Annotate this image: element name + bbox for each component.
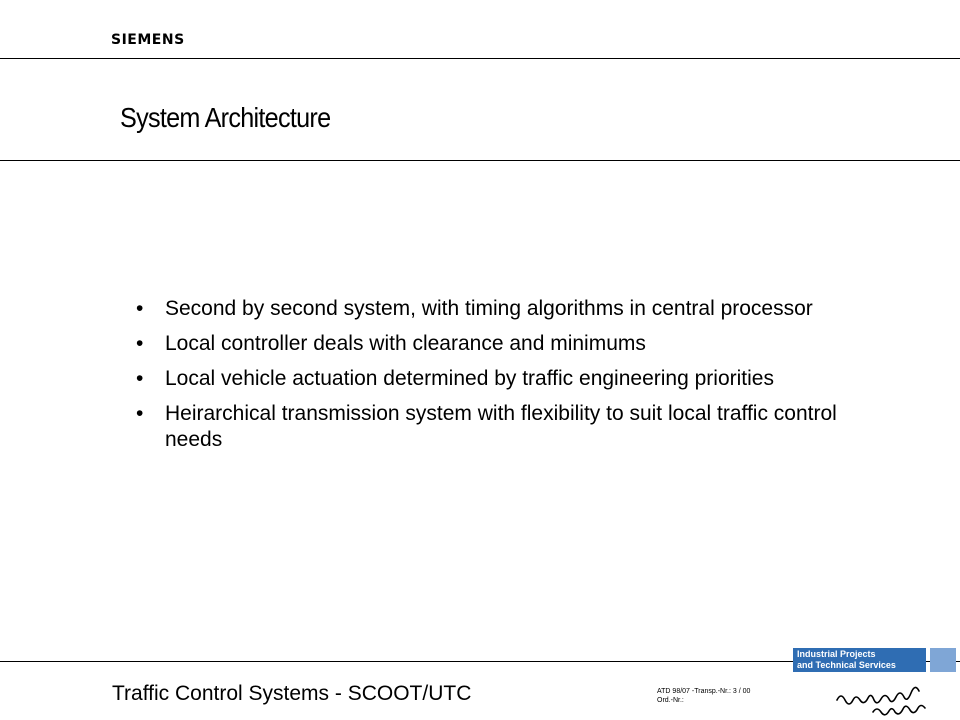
bullet-icon: • — [136, 332, 144, 355]
title-divider — [0, 160, 960, 161]
badge-line: and Technical Services — [797, 660, 896, 670]
header-divider — [0, 58, 960, 59]
badge-line: Industrial Projects — [797, 649, 876, 659]
badge-accent — [930, 648, 956, 672]
footer-reference — [657, 687, 750, 705]
industrial-projects-badge — [793, 648, 926, 672]
bullet-icon: • — [136, 402, 144, 425]
bullet-text: Local controller deals with clearance and minimums — [165, 332, 646, 355]
slogan-signature-icon — [833, 676, 953, 716]
bullet-item — [136, 366, 856, 392]
footer-title: Traffic Control Systems - SCOOT/UTC — [112, 682, 472, 705]
bullet-list — [136, 296, 856, 462]
siemens-logo: SIEMENS — [111, 32, 185, 48]
footer-ref-line: Ord.-Nr.: — [657, 697, 684, 704]
slide-title: System Architecture — [120, 102, 331, 133]
bullet-icon: • — [136, 367, 144, 390]
bullet-item — [136, 331, 856, 357]
bullet-item — [136, 296, 856, 322]
footer-ref-line: ATD 98/07 -Transp.-Nr.: 3 / 00 — [657, 688, 751, 695]
bullet-text: Second by second system, with timing algorithms in central processor — [165, 297, 813, 320]
bullet-item — [136, 401, 856, 453]
bullet-icon: • — [136, 297, 144, 320]
bullet-text: Local vehicle actuation determined by traffic engineering priorities — [165, 367, 774, 390]
bullet-text: Heirarchical transmission system with flexibility to suit local traffic control needs — [165, 402, 837, 451]
